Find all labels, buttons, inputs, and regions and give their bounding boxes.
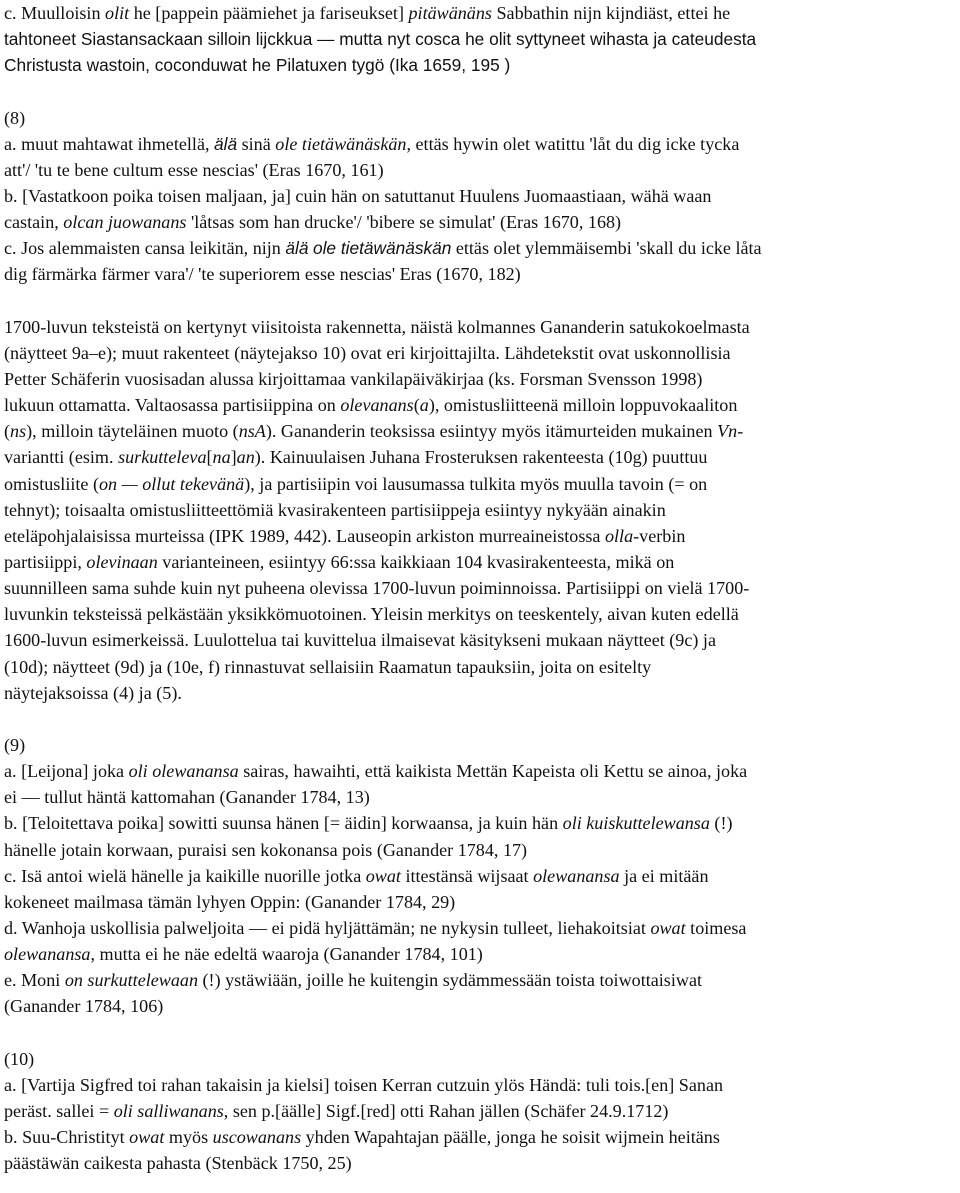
text-line [4,837,956,863]
text-span: ( [413,395,420,416]
paragraph-gap [4,78,956,104]
italic-text-span: oli olewanansa [128,761,239,782]
text-line [4,183,956,209]
text-span: c. Jos alemmaisten cansa leikitän, nijn [4,238,286,259]
italic-text-span: älä [285,238,309,259]
text-line [4,1150,956,1176]
text-span: ). Kainuulaisen Juhana Frosteruksen rakenteesta (10g) puuttuu [254,447,708,468]
text-span: Sabbathin nijn kijndiäst, ettei he [491,3,731,23]
text-span: [ [206,447,213,468]
paragraph-gap [4,1019,956,1045]
text-line [4,0,956,26]
text-span: he [pappein päämiehet ja fariseukset] [129,3,409,23]
text-span: , ettäs hywin olet watittu 'låt du dig icke tycka [406,133,740,154]
text-line [4,601,956,627]
text-span: lukuun ottamatta. Valtaosassa partisiippina on [4,395,341,416]
italic-text-span: na [212,447,231,468]
text-line [4,52,956,78]
text-span: ittestänsä wijsaat [400,865,534,886]
italic-text-span: olevanans [340,395,414,416]
text-span: ), ja partisiipin voi lausumassa tulkita myös muulla tavoin (= on [244,473,708,494]
text-line [4,758,956,784]
text-span: hänelle jotain korwaan, puraisi sen kokonansa pois (Ganander 1784, 17) [4,839,528,860]
text-line [4,209,956,235]
italic-text-span: nsA [238,421,266,442]
text-span: att'/ 'tu te bene cultum esse nescias' (Eras 1670, 161) [4,159,384,180]
text-line [4,1072,956,1098]
italic-text-span: on — ollut tekevänä [99,473,245,494]
text-span: (10) [4,1048,35,1069]
text-span: a. muut mahtawat ihmetellä, [4,133,215,154]
italic-text-span: olla [604,525,634,546]
italic-text-span: pitäwänäns [408,3,492,23]
text-span: d. Wanhoja uskollisia palweljoita — ei pidä hyljättämän; ne nykysin tulleet, liehakoitsiat [4,917,651,938]
document-page [4,0,956,1176]
italic-text-span: älä [214,133,238,154]
text-span: peräst. sallei = [4,1100,114,1121]
text-span: (8) [4,107,26,128]
text-span: e. Moni [4,970,65,991]
text-line [4,575,956,601]
text-span: luvunkin teksteissä pelkästään yksikkömuotoinen. Yleisin merkitys on teeskentely, aivan kuten edellä [4,604,739,625]
text-line [4,131,956,157]
text-span: suunnilleen sama suhde kuin nyt puheena olevissa 1700-luvun poiminnoissa. Partisiippi on vielä 1700- [4,578,750,599]
text-line [4,810,956,836]
text-line [4,863,956,889]
text-span: 1600-luvun esimerkeissä. Luulottelua tai kuvittelua ilmaisevat käsitykseni mukaan näytteet (9c) ja [4,630,716,651]
text-line [4,261,956,287]
italic-text-span: olevinaan [86,551,158,572]
text-span: b. Suu-Christityt [4,1127,130,1148]
text-line [4,444,956,470]
text-span: variantti (esim. [4,447,119,468]
text-span: b. [Vastatkoon poika toisen maljaan, ja] cuin hän on satuttanut Huulens Juomaastiaan, wähä waan [4,185,712,206]
text-span: a. [Vartija Sigfred toi rahan takaisin ja kielsi] toisen Kerran cutzuin ylös Händä: tuli tois.[en] Sanan [4,1074,724,1095]
text-span: sinä [237,133,276,154]
text-line [4,418,956,444]
italic-text-span: uscowanans [212,1127,302,1148]
text-line [4,784,956,810]
text-span: - [737,421,744,442]
text-span: 'låtsas som han drucke'/ 'bibere se simulat' (Eras 1670, 168) [186,212,622,233]
italic-text-span: owat [650,917,686,938]
text-line [4,314,956,340]
italic-text-span: ole tietäwänäskän [275,133,407,154]
italic-text-span: olcan juowanans [63,212,187,233]
text-span: ( [4,421,11,442]
text-span: partisiippi, [4,551,87,572]
text-span: sairas, hawaihti, että kaikista Mettän Kapeista oli Kettu se ainoa, joka [238,761,748,782]
italic-text-span: olit [105,3,130,23]
text-span: (10d); näytteet (9d) ja (10e, f) rinnastuvat sellaisiin Raamatun tapauksiin, joita on esitelty [4,656,652,677]
text-span: kokeneet mailmasa tämän lyhyen Oppin: (Ganander 1784, 29) [4,891,456,912]
text-line [4,680,956,706]
italic-text-span: olewanansa [4,944,91,965]
text-span: (9) [4,734,26,755]
text-line [4,654,956,680]
text-span: näytejaksoissa (4) ja (5). [4,682,182,703]
text-span: ettäs olet ylemmäisembi 'skall du icke låta [451,238,762,259]
italic-text-span: a [419,395,429,416]
text-line [4,889,956,915]
text-span: tahtoneet Siastansackaan silloin lijckkua — mutta nyt cosca he olit syttyneet wihasta ja cateudesta [4,29,757,50]
italic-text-span: on surkuttelewaan [64,970,198,991]
text-span: ja ei mitään [619,865,709,886]
text-line [4,732,956,758]
text-line [4,157,956,183]
text-span: (!) ystäwiään, joille he kuitengin sydämmessään toista toiwottaisiwat [198,970,703,991]
text-span: varianteineen, esiintyy 66:ssa kaikkiaan 104 kvasirakenteesta, mikä on [157,551,675,572]
italic-text-span: oli kuiskuttelewansa [562,813,710,834]
italic-text-span: oli salliwanans [113,1100,224,1121]
italic-text-span: ole tietäwänäskän [312,238,452,259]
text-span: tehnyt); toisaalta omistusliitteettömiä kvasirakenteen partisiippeja esiintyy nykyään ainakin [4,499,666,520]
italic-text-span: ns [10,421,27,442]
text-span: castain, [4,212,64,233]
text-span: Petter Schäferin vuosisadan alussa kirjoittamaa vankilapäiväkirjaa (ks. Forsman Svensson 1998) [4,368,703,389]
text-span: (!) [709,813,733,834]
text-span: (Ganander 1784, 106) [4,996,164,1017]
text-span: myös [164,1127,213,1148]
text-span: (näytteet 9a–e); muut rakenteet (näytejakso 10) ovat eri kirjoittajilta. Lähdetekstit ovat uskonnollisia [4,342,731,363]
paragraph-gap [4,288,956,314]
text-span: omistusliite ( [4,473,99,494]
text-line [4,366,956,392]
text-line [4,915,956,941]
text-span: yhden Wapahtajan päälle, jonga he soisit wijmein heitäns [301,1127,720,1148]
text-span: a. [Leijona] joka [4,761,129,782]
text-span: ). Gananderin teoksissa esiintyy myös itämurteiden mukainen [265,421,718,442]
text-line [4,497,956,523]
text-line [4,105,956,131]
text-line [4,1046,956,1072]
text-line [4,1124,956,1150]
text-span: toimesa [685,917,747,938]
italic-text-span: surkutteleva [118,447,207,468]
text-span: b. [Teloitettava poika] sowitti suunsa hänen [= äidin] korwaansa, ja kuin hän [4,813,563,834]
text-line [4,392,956,418]
text-span: dig färmärka färmer vara'/ 'te superiorem esse nescias' Eras (1670, 182) [4,264,521,285]
text-line [4,967,956,993]
text-span: -verbin [633,525,686,546]
italic-text-span: an [236,447,255,468]
italic-text-span: owat [129,1127,165,1148]
text-span: päästäwän caikesta pahasta (Stenbäck 1750, 25) [4,1153,352,1174]
text-span: Christusta wastoin, coconduwat he Pilatuxen tygö (Ika 1659, 195 ) [4,55,511,76]
text-line [4,627,956,653]
paragraph-gap [4,706,956,732]
text-span: 1700-luvun teksteistä on kertynyt viisitoista rakennetta, näistä kolmannes Gananderin satukokoelmasta [4,316,750,337]
text-line [4,549,956,575]
text-line [4,471,956,497]
text-line [4,340,956,366]
text-span: , sen p.[äälle] Sigf.[red] otti Rahan jällen (Schäfer 24.9.1712) [223,1100,669,1121]
text-line [4,235,956,261]
text-span: ei — tullut häntä kattomahan (Ganander 1784, 13) [4,787,370,808]
text-span: ), milloin täyteläinen muoto ( [26,421,239,442]
text-span: , mutta ei he näe edeltä waaroja (Ganander 1784, 101) [90,944,483,965]
italic-text-span: olewanansa [533,865,620,886]
text-line [4,523,956,549]
text-span: c. Muulloisin [4,3,106,23]
text-line [4,26,956,52]
italic-text-span: Vn [717,421,738,442]
text-line [4,1098,956,1124]
text-line [4,941,956,967]
text-line [4,993,956,1019]
italic-text-span: owat [365,865,401,886]
text-span: ] [230,447,237,468]
text-span: eteläpohjalaisissa murteissa (IPK 1989, 442). Lauseopin arkiston murreaineistossa [4,525,605,546]
text-span: c. Isä antoi wielä hänelle ja kaikille nuorille jotka [4,865,366,886]
text-span: ), omistusliitteenä milloin loppuvokaaliton [428,395,738,416]
